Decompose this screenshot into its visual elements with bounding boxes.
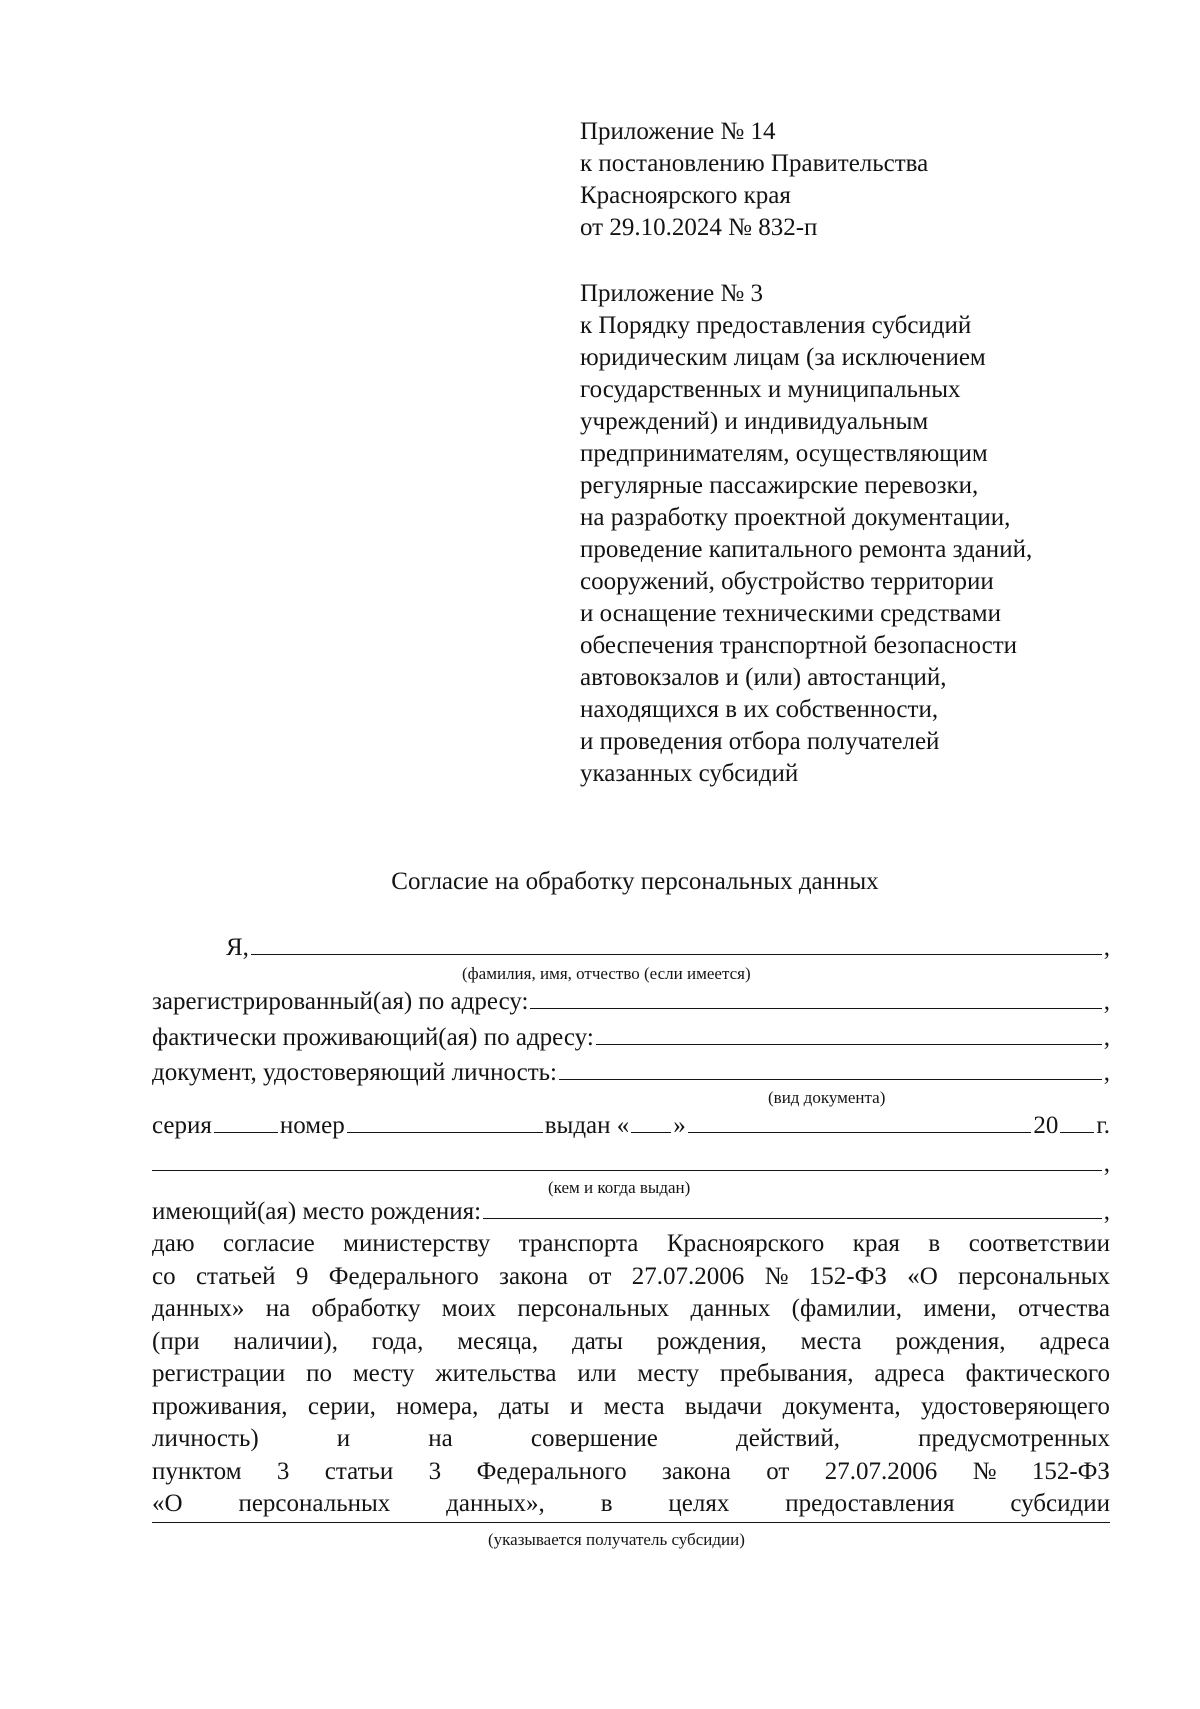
issued-by-hint: (кем и когда выдан) (548, 1178, 691, 1197)
body-word: даты (498, 1392, 550, 1420)
year-suffix: г. (1096, 1112, 1110, 1139)
body-word: номера, (396, 1392, 479, 1420)
fio-hint: (фамилия, имя, отчество (если имеется) (462, 964, 751, 983)
comma: , (1103, 988, 1110, 1015)
body-word: предоставления (785, 1490, 955, 1517)
body-word: 9 (295, 1262, 309, 1290)
body-word: жительства (435, 1360, 557, 1387)
body-word: серии, (307, 1392, 376, 1420)
body-word: транспорта (518, 1230, 639, 1257)
body-word: регистрации (152, 1360, 286, 1387)
birthplace-field[interactable] (483, 1194, 1102, 1219)
body-word: рождения, (656, 1327, 767, 1355)
body-word: персональных (958, 1262, 1110, 1290)
year-prefix: 20 (1033, 1112, 1059, 1139)
body-word: № (972, 1457, 997, 1485)
annex-3-line: государственных и муниципальных (580, 376, 961, 403)
issued-label: выдан « (544, 1112, 630, 1139)
actual-address-field[interactable] (596, 1020, 1102, 1045)
body-word: данных (690, 1295, 771, 1322)
annex-3-line: к Порядку предоставления субсидий (580, 312, 972, 339)
annex-3-line: обеспечения транспортной безопасности (580, 632, 1018, 659)
body-word: места (800, 1327, 862, 1355)
registered-address-row (152, 984, 1110, 1016)
body-word: года, (371, 1327, 424, 1355)
subsidy-recipient-hint: (указывается получатель субсидии) (488, 1530, 745, 1549)
body-word: и (569, 1392, 584, 1420)
birthplace-label: имеющий(ая) место рождения: (152, 1198, 482, 1225)
body-word: месяца, (457, 1327, 539, 1355)
body-word: статьи (324, 1457, 394, 1485)
birthplace-row (152, 1194, 1110, 1226)
body-word: закона (662, 1457, 731, 1485)
annex-14-header (580, 116, 1140, 244)
body-word: даты (571, 1327, 623, 1355)
number-field[interactable] (347, 1108, 543, 1133)
body-line (152, 1358, 1110, 1391)
comma: , (1103, 934, 1110, 961)
body-word: удостоверяющего (921, 1392, 1110, 1420)
annex-3-line: учреждений) и индивидуальным (580, 408, 929, 435)
body-word: 152-ФЗ (1031, 1457, 1110, 1485)
body-word: согласие (222, 1230, 315, 1257)
body-word: Федерального (476, 1457, 627, 1485)
annex-14-line: к постановлению Правительства (580, 150, 929, 177)
annex-3-line: на разработку проектной документации, (580, 504, 1011, 531)
annex-3-line: находящихся в их собственности, (580, 696, 939, 723)
document-type-hint: (вид документа) (768, 1088, 886, 1107)
body-word: и (336, 1425, 351, 1452)
fio-row (226, 930, 1110, 962)
annex-14-line: Красноярского края (580, 182, 791, 209)
body-line (152, 1456, 1110, 1489)
body-word: 3 (276, 1457, 290, 1485)
body-word: выдачи (684, 1392, 763, 1420)
body-word: даю (152, 1230, 195, 1257)
body-word: по (306, 1360, 332, 1387)
body-line (152, 1488, 1110, 1521)
body-word: края (852, 1230, 900, 1257)
body-word: целях (668, 1490, 730, 1517)
comma: , (1103, 1198, 1110, 1225)
annex-3-line: сооружений, обустройство территории (580, 568, 994, 595)
annex-14-line: Приложение № 14 (580, 118, 776, 145)
annex-3-line: автовокзалов и (или) автостанций, (580, 664, 947, 691)
body-word: от (588, 1262, 612, 1290)
body-word: проживания, (152, 1392, 288, 1420)
series-number-row (152, 1108, 1110, 1140)
body-word: действий, (736, 1425, 841, 1452)
body-line (152, 1228, 1110, 1261)
body-word: на (265, 1295, 291, 1322)
body-word: Федерального (328, 1262, 479, 1290)
issued-by-row (152, 1146, 1110, 1178)
issued-by-field[interactable] (152, 1146, 1102, 1171)
identity-document-label: документ, удостоверяющий личность: (152, 1059, 557, 1086)
annex-3-line: проведение капитального ремонта зданий, (580, 536, 1033, 563)
body-word: документа, (782, 1392, 901, 1420)
document-title: Согласие на обработку персональных данных (391, 868, 879, 895)
issue-year-field[interactable] (1060, 1108, 1094, 1133)
body-line (152, 1423, 1110, 1456)
registered-address-field[interactable] (530, 984, 1101, 1009)
series-field[interactable] (214, 1108, 278, 1133)
body-word: министерству (343, 1230, 491, 1257)
body-word: моих (441, 1295, 496, 1322)
body-word: наличии), (233, 1327, 338, 1355)
number-label: номер (279, 1112, 345, 1139)
body-word: 3 (428, 1457, 442, 1485)
body-word: предусмотренных (918, 1425, 1110, 1452)
body-word: данных» (152, 1295, 245, 1322)
body-word: в (928, 1230, 941, 1257)
annex-3-line: и оснащение техническими средствами (580, 600, 1001, 627)
annex-3-line: юридическим лицам (за исключением (580, 344, 986, 371)
annex-3-line: регулярные пассажирские перевозки, (580, 472, 979, 499)
body-word: статьей (195, 1262, 276, 1290)
annex-3-line: указанных субсидий (580, 760, 799, 787)
body-word: от (766, 1457, 790, 1485)
body-line (152, 1261, 1110, 1294)
annex-3-line: и проведения отбора получателей (580, 728, 940, 755)
body-word: 27.07.2006 (824, 1457, 938, 1485)
body-word: (фамилии, (791, 1295, 902, 1322)
comma: , (1103, 1059, 1110, 1086)
body-word: со (152, 1262, 176, 1290)
body-word: закона (499, 1262, 568, 1290)
annex-3-header (580, 278, 1140, 790)
body-word: месту (637, 1360, 700, 1387)
body-line (152, 1293, 1110, 1326)
body-word: субсидии (1010, 1490, 1110, 1517)
body-word: (при (152, 1327, 200, 1355)
body-word: или (577, 1360, 617, 1387)
body-word: персональных (517, 1295, 670, 1322)
body-word: Красноярского (666, 1230, 825, 1257)
body-word: адреса (1039, 1327, 1110, 1355)
issue-month-field[interactable] (688, 1108, 1032, 1133)
identity-document-row (152, 1055, 1110, 1087)
body-word: персональных (238, 1490, 391, 1517)
comma: , (1103, 1024, 1110, 1051)
body-word: места (603, 1392, 665, 1420)
annex-3-line: предпринимателям, осуществляющим (580, 440, 988, 467)
subsidy-recipient-field[interactable] (152, 1522, 1110, 1523)
issue-day-field[interactable] (631, 1108, 671, 1133)
body-word: совершение (530, 1425, 658, 1452)
body-line (152, 1326, 1110, 1359)
consent-paragraph (152, 1228, 1110, 1521)
registered-address-label: зарегистрированный(ая) по адресу: (152, 988, 529, 1015)
i-label: Я, (226, 934, 249, 961)
body-word: личность) (152, 1425, 259, 1452)
quote-close: » (673, 1112, 686, 1139)
body-word: месту (352, 1360, 415, 1387)
body-word: рождения, (895, 1327, 1006, 1355)
body-word: на (428, 1425, 453, 1452)
identity-document-field[interactable] (559, 1055, 1102, 1080)
body-word: данных», (446, 1490, 545, 1517)
body-word: в (600, 1490, 613, 1517)
body-word: «О (907, 1262, 938, 1290)
comma: , (1103, 1150, 1110, 1177)
body-word: имени, (923, 1295, 997, 1322)
body-word: отчества (1017, 1295, 1110, 1322)
body-word: адреса (874, 1360, 945, 1387)
body-word: 152-ФЗ (808, 1262, 887, 1290)
series-label: серия (152, 1112, 212, 1139)
fio-field[interactable] (251, 930, 1102, 955)
actual-address-row (152, 1020, 1110, 1052)
body-word: пунктом (152, 1457, 242, 1485)
body-line (152, 1391, 1110, 1424)
actual-address-label: фактически проживающий(ая) по адресу: (152, 1024, 594, 1051)
body-word: обработку (311, 1295, 421, 1322)
body-word: фактического (965, 1360, 1110, 1387)
body-word: 27.07.2006 (631, 1262, 745, 1290)
body-word: соответствии (968, 1230, 1110, 1257)
annex-14-line: от 29.10.2024 № 832-п (580, 214, 818, 241)
annex-3-line: Приложение № 3 (580, 280, 764, 307)
body-word: пребывания, (719, 1360, 854, 1387)
body-word: № (764, 1262, 789, 1290)
body-word: «О (152, 1490, 183, 1517)
